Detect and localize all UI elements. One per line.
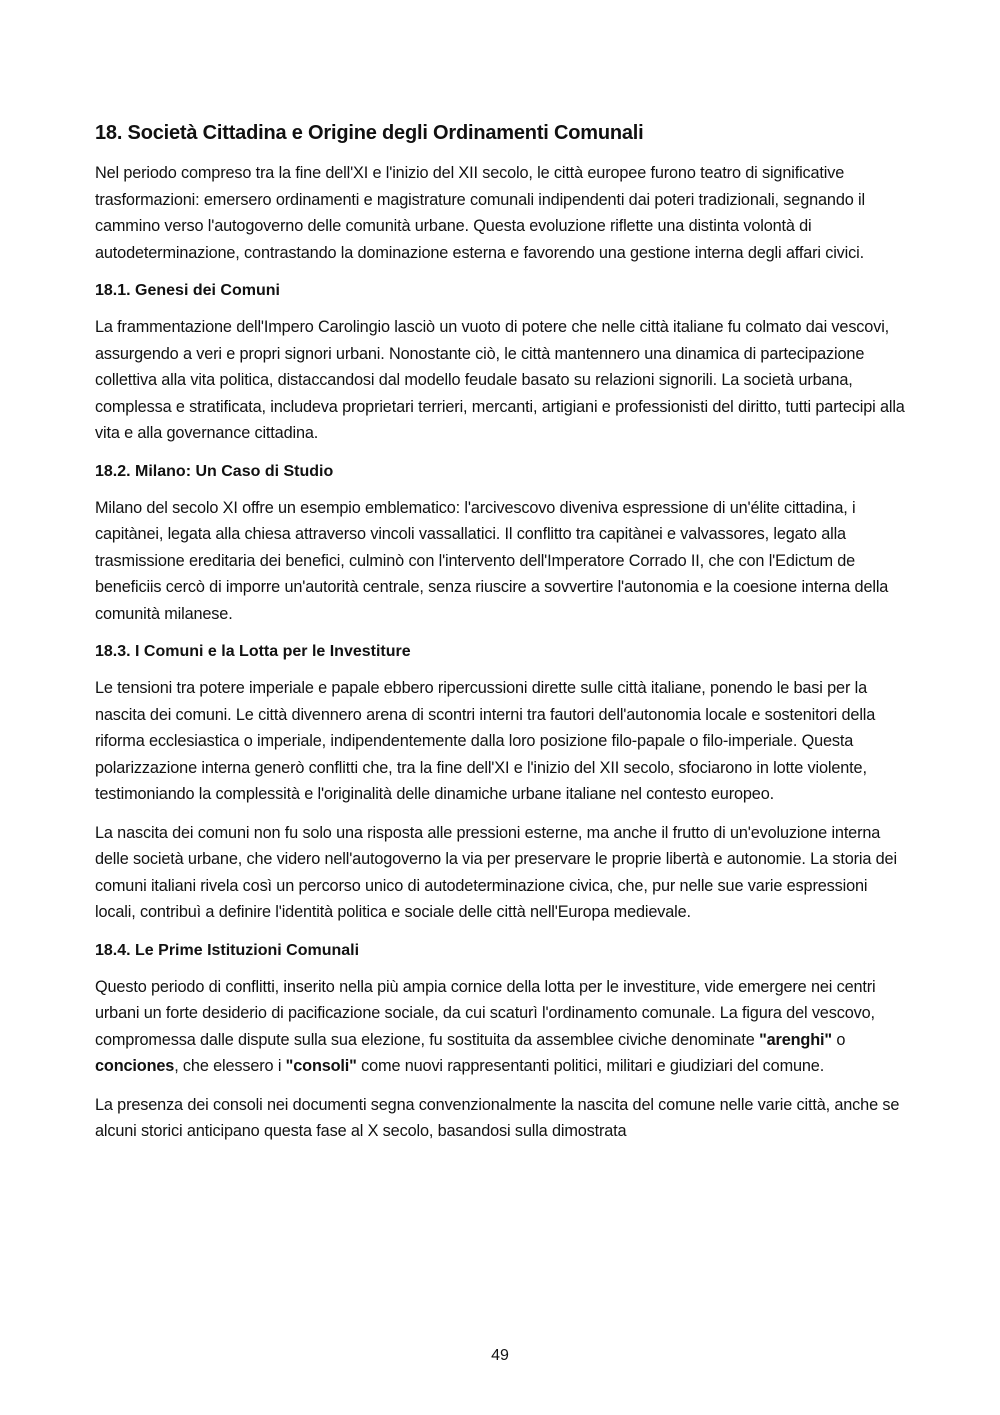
section-heading-18-2: 18.2. Milano: Un Caso di Studio	[95, 462, 334, 480]
page-number: 49	[491, 1347, 509, 1364]
term-arenghi: "arenghi"	[759, 1030, 832, 1049]
section-18-1-paragraph-1: La frammentazione dell'Impero Carolingio lasciò un vuoto di potere che nelle città italiane fu colmato dai vescovi, assurgendo a veri e propri signori urbani. Nonostante ciò, le città mantennero una dinamica di partecipazione collettiva alla vita politica, distaccandosi dal modello feudale basato su relazioni signorili. La società urbana, complessa e stratificata, includeva proprietari terrieri, mercanti, artigiani e professionisti del diritto, tutti partecipi alla vita e alla governance cittadina.	[95, 318, 905, 442]
term-conciones: conciones	[95, 1057, 175, 1075]
text-run: , che elessero i	[174, 1057, 286, 1075]
section-18-3-paragraph-1: Le tensioni tra potere imperiale e papale ebbero ripercussioni dirette sulle città italiane, ponendo le basi per la nascita dei comuni. Le città divennero arena di scontri interni tra fautori dell'autonomia locale e sostenitori della riforma ecclesiastica o imperiale, indipendentemente dalla loro posizione filo-papale o filo-imperiale. Questa polarizzazione interna generò conflitti che, tra la fine dell'XI e l'inizio del XII secolo, sfociarono in lotte violente, testimoniando la complessità e l'originalità delle dinamiche urbane italiane nel contesto europeo.	[95, 679, 876, 803]
document-page	[95, 118, 910, 1157]
section-18-4-paragraph-2: La presenza dei consoli nei documenti segna convenzionalmente la nascita del comune nelle varie città, anche se alcuni storici anticipano questa fase al X secolo, basandosi sulla dimostrata	[95, 1095, 900, 1140]
intro-paragraph: Nel periodo compreso tra la fine dell'XI e l'inizio del XII secolo, le città europee furono teatro di significative trasformazioni: emersero ordinamenti e magistrature comunali indipendenti dai poteri tradizionali, segnando il cammino verso l'autogoverno delle comunità urbane. Questa evoluzione riflette una distinta volontà di autodeterminazione, contrastando la dominazione esterna e favorendo una gestione interna degli affari civici.	[95, 164, 865, 262]
section-heading-18-4: 18.4. Le Prime Istituzioni Comunali	[95, 941, 360, 959]
chapter-title: 18. Società Cittadina e Origine degli Ordinamenti Comunali	[95, 122, 644, 144]
text-run: Questo periodo di conflitti, inserito nella più ampia cornice della lotta per le investiture, vide emergere nei centri urbani un forte desiderio di pacificazione sociale, da cui scaturì l'ordinamento comunale. La figura del vescovo, compromessa dalle dispute sulla sua elezione, fu sostituita da assemblee civiche denominate	[95, 977, 876, 1049]
section-heading-18-1: 18.1. Genesi dei Comuni	[95, 282, 280, 299]
section-18-4-paragraph-1	[95, 974, 910, 1080]
term-consoli: "consoli"	[285, 1057, 357, 1075]
text-run: come nuovi rappresentanti politici, militari e giudiziari del comune.	[356, 1057, 825, 1075]
section-18-2-paragraph-1: Milano del secolo XI offre un esempio emblematico: l'arcivescovo diveniva espressione di un'élite cittadina, i capitànei, legata alla chiesa attraverso vincoli vassallatici. Il conflitto tra capitànei e valvassores, legato alla trasmissione ereditaria dei benefici, culminò con l'intervento dell'Imperatore Corrado II, che con l'Edictum de beneficiis cercò di imporre un'autorità centrale, senza riuscire a sovvertire l'autonomia e la coesione interna della comunità milanese.	[95, 498, 889, 623]
section-heading-18-3: 18.3. I Comuni e la Lotta per le Investiture	[95, 643, 411, 660]
section-18-3-paragraph-2: La nascita dei comuni non fu solo una risposta alle pressioni esterne, ma anche il frutto di un'evoluzione interna delle società urbane, che videro nell'autogoverno la via per preservare le proprie libertà e autonomie. La storia dei comuni italiani rivela così un percorso unico di autodeterminazione civica, che, pur nelle sue varie espressioni locali, contribuì a definire l'identità politica e sociale delle città nell'Europa medievale.	[95, 823, 897, 921]
text-run: o	[831, 1030, 846, 1049]
